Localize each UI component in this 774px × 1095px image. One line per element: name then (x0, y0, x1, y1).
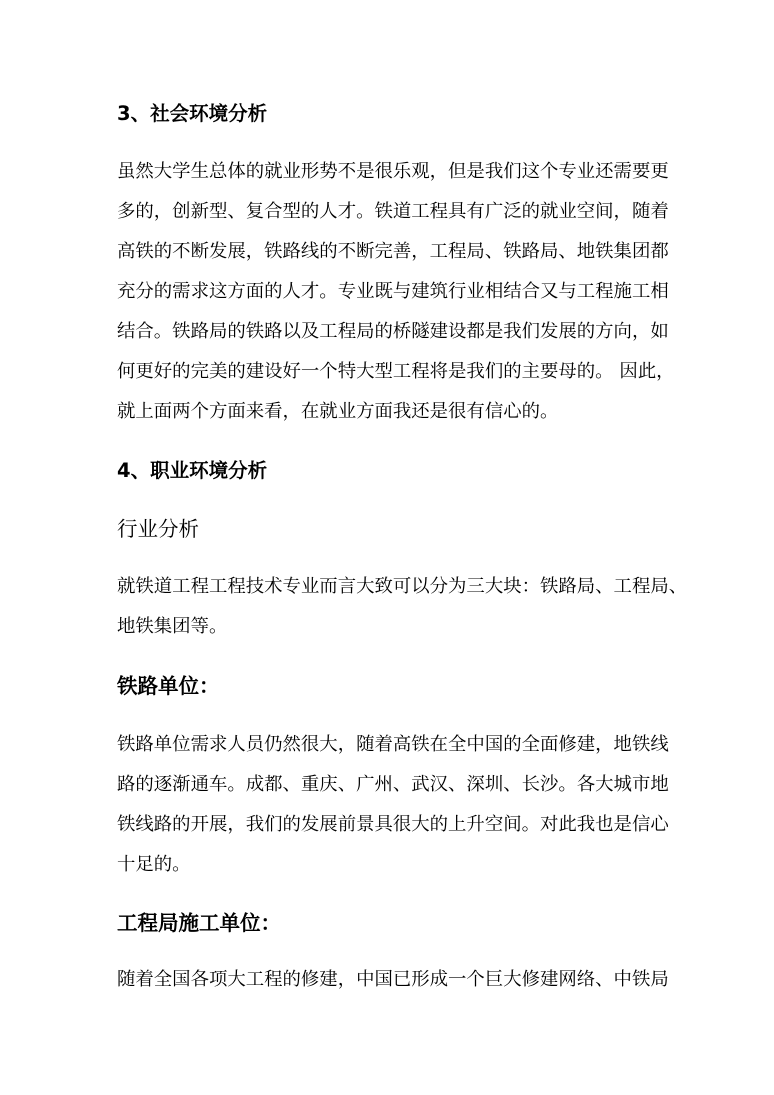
paragraph-line: 随着全国各项大工程的修建，中国已形成一个巨大修建网络、中铁局 (117, 969, 669, 990)
subheading-railway-units: 铁路单位： (117, 674, 220, 698)
section-heading-social-environment: 3、社会环境分析 (117, 102, 268, 125)
paragraph-line: 虽然大学生总体的就业形势不是很乐观，但是我们这个专业还需要更 (117, 161, 669, 182)
paragraph-line: 铁线路的开展，我们的发展前景具很大的上升空间。对此我也是信心 (117, 814, 669, 835)
section-heading-career-environment: 4、职业环境分析 (117, 459, 268, 482)
paragraph-line: 就铁道工程工程技术专业而言大致可以分为三大块：铁路局、工程局、 (117, 576, 688, 597)
paragraph-line: 铁路单位需求人员仍然很大，随着高铁在全中国的全面修建，地铁线 (117, 734, 669, 755)
paragraph-line: 充分的需求这方面的人才。专业既与建筑行业相结合又与工程施工相 (117, 281, 669, 302)
paragraph-line: 十足的。 (117, 854, 191, 875)
subheading-industry-analysis: 行业分析 (117, 517, 199, 541)
paragraph-line: 何更好的完美的建设好一个特大型工程将是我们的主要母的。 因此， (117, 361, 675, 382)
subheading-construction-units: 工程局施工单位： (117, 911, 281, 935)
paragraph-line: 结合。铁路局的铁路以及工程局的桥隧建设都是我们发展的方向，如 (117, 321, 669, 342)
paragraph-line: 就上面两个方面来看，在就业方面我还是很有信心的。 (117, 401, 559, 422)
paragraph-line: 高铁的不断发展，铁路线的不断完善，工程局、铁路局、地铁集团都 (117, 241, 669, 262)
paragraph-line: 地铁集团等。 (117, 616, 228, 637)
paragraph-line: 路的逐渐通车。成都、重庆、广州、武汉、深圳、长沙。各大城市地 (117, 774, 669, 795)
paragraph-line: 多的，创新型、复合型的人才。铁道工程具有广泛的就业空间，随着 (117, 201, 669, 222)
